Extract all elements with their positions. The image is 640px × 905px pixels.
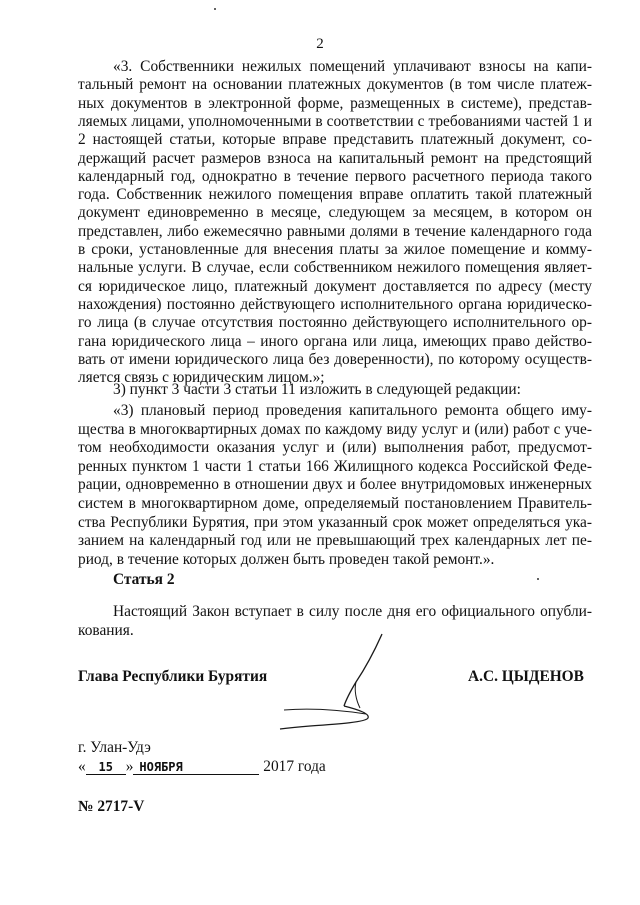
date-day: 15 bbox=[86, 760, 126, 775]
signatory-title: Глава Республики Бурятия bbox=[78, 668, 268, 685]
law-number: № 2717-V bbox=[78, 798, 145, 815]
text-line: вать от имени юридического лица без доверенности), по которому осуществ- bbox=[78, 350, 592, 368]
text-line: нальные услуги. В случае, если собственником нежилого помещения являет- bbox=[78, 259, 592, 277]
text-line: занием на календарный год или не превышающий трех календарных лет пе- bbox=[78, 532, 592, 550]
text-line: рации, одновременно в отношении двух и более внутридомовых инженерных bbox=[78, 476, 592, 494]
text-line: щества в многоквартирных домах по каждому виду услуг и (или) работ с уче- bbox=[78, 420, 592, 438]
text-line: Настоящий Закон вступает в силу после дня его официального опубли- bbox=[113, 603, 592, 620]
place-of-signing: г. Улан-Удэ bbox=[78, 739, 151, 756]
date-month: НОЯБРЯ bbox=[133, 760, 259, 775]
text-line: го лица (в случае отсутствия постоянно действующего исполнительного ор- bbox=[78, 314, 592, 332]
text-line: гана юридического лица – иного органа или лица, имеющих право действо- bbox=[78, 332, 592, 350]
signatory-name: А.С. ЦЫДЕНОВ bbox=[468, 668, 584, 685]
article-2-heading: Статья 2 bbox=[113, 571, 175, 588]
text-line: ства Республики Бурятия, при этом указанный срок может определяться ука- bbox=[78, 513, 592, 531]
page-number: 2 bbox=[316, 36, 324, 52]
text-line: документ единовременно в месяце, следующем за месяцем, в котором он bbox=[78, 204, 592, 222]
date-open-quote: « bbox=[78, 758, 86, 775]
text-line: кования. bbox=[78, 622, 134, 639]
text-line: 2 настоящей статьи, которые вправе представить платежный документ, со- bbox=[78, 131, 592, 149]
text-line: ляется связь с юридическим лицом.»; bbox=[78, 369, 325, 387]
text-line: «3. Собственники нежилых помещений уплачивают взносы на капи- bbox=[113, 58, 592, 75]
date-close-quote: » bbox=[125, 758, 134, 775]
text-line: представлен, либо ежемесячно равными долями в течение календарного года bbox=[78, 222, 592, 240]
text-line: тальный ремонт на основании платежных документов (в том числе платеж- bbox=[78, 76, 592, 94]
item-3-intro: 3) пункт 3 части 3 статьи 11 изложить в следующей редакции: bbox=[113, 381, 521, 398]
scan-speck bbox=[537, 578, 539, 580]
handwritten-signature bbox=[270, 630, 410, 740]
text-line: «3) плановый период проведения капитального ремонта общего иму- bbox=[113, 402, 592, 419]
text-line: ся юридическое лицо, платежный документ доставляется по адресу (месту bbox=[78, 277, 592, 295]
text-line: в сроки, установленные для внесения платы за жилое помещение и комму- bbox=[78, 241, 592, 258]
text-line: систем в многоквартирном доме, определяемый постановлением Правитель- bbox=[78, 495, 592, 512]
date-of-signing bbox=[78, 758, 326, 776]
text-line: ных документов в электронной форме, размещенных в системе), представ- bbox=[78, 94, 592, 112]
scan-speck bbox=[214, 8, 216, 10]
text-line: ренных пунктом 1 части 1 статьи 166 Жилищного кодекса Российской Феде- bbox=[78, 457, 592, 475]
text-line: риод, в течение которых должен быть проведен такой ремонт.». bbox=[78, 550, 495, 568]
text-line: том необходимости оказания услуг и (или) выполнения работ, предусмот- bbox=[78, 439, 592, 457]
text-line: держащий расчет размеров взноса на капитальный ремонт на предстоящий bbox=[78, 149, 592, 167]
text-line: года. Собственник нежилого помещения вправе оплатить такой платежный bbox=[78, 186, 592, 204]
text-line: календарный год, однократно в течение первого расчетного периода такого bbox=[78, 167, 592, 185]
text-line: нахождения) постоянно действующего исполнительного органа юридическо- bbox=[78, 295, 592, 313]
text-line: ляемых лицами, уполномоченными в соответствии с требованиями частей 1 и bbox=[78, 112, 592, 130]
date-year: 2017 года bbox=[263, 758, 326, 775]
